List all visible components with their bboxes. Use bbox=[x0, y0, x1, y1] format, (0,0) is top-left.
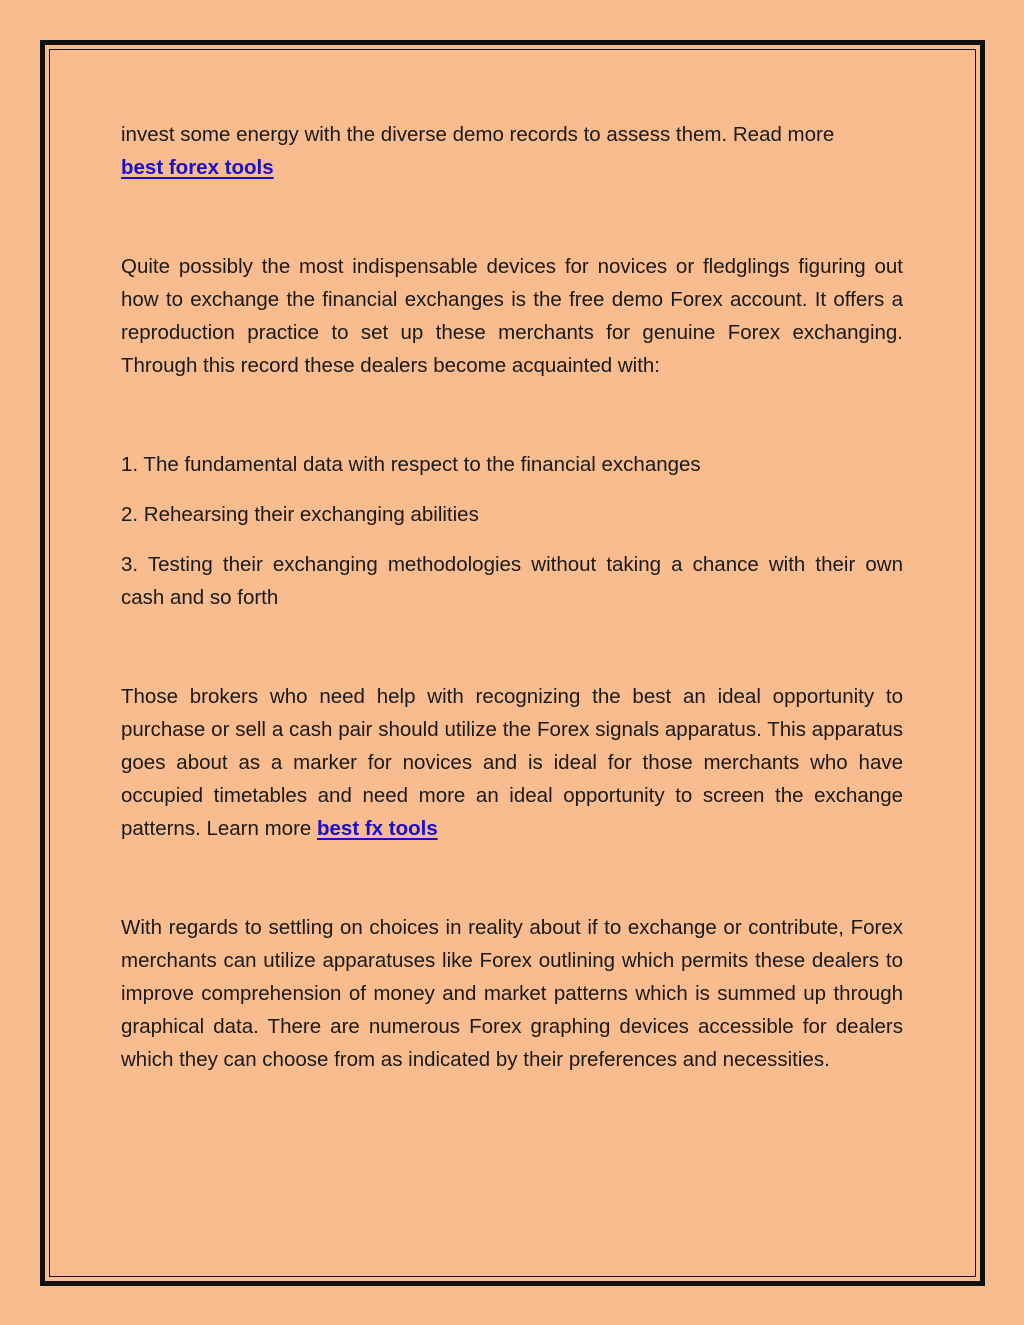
paragraph-demo-account: Quite possibly the most indispensable devices for novices or fledglings figuring out how to exchange the financial exchanges is the free demo Forex account. It offers a reproduction practice to set up these merchants for genuine Forex exchanging. Through this record these dealers become acquainted with: bbox=[121, 255, 903, 377]
list-item: 2. Rehearsing their exchanging abilities bbox=[121, 503, 479, 526]
document-body bbox=[121, 118, 903, 1076]
best-fx-tools-link[interactable]: best fx tools bbox=[317, 817, 438, 840]
paragraph-intro-text: invest some energy with the diverse demo records to assess them. Read more bbox=[121, 123, 835, 146]
paragraph-signals-text: Those brokers who need help with recognizing the best an ideal opportunity to purchase or sell a cash pair should utilize the Forex signals apparatus. This apparatus goes about as a marker for novices and is ideal for those merchants who have occupied timetables and need more an ideal opportunity to screen the exchange patterns. Learn more bbox=[121, 685, 903, 840]
paragraph-charting: With regards to settling on choices in reality about if to exchange or contribute, Forex merchants can utilize apparatuses like Forex outlining which permits these dealers to improve comprehension of money and market patterns which is summed up through graphical data. There are numerous Forex graphing devices accessible for dealers which they can choose from as indicated by their preferences and necessities. bbox=[121, 916, 903, 1071]
paragraph-intro bbox=[121, 118, 903, 184]
benefits-list bbox=[121, 448, 903, 614]
list-item: 1. The fundamental data with respect to the financial exchanges bbox=[121, 453, 701, 476]
best-forex-tools-link[interactable]: best forex tools bbox=[121, 156, 274, 179]
list-item: 3. Testing their exchanging methodologies without taking a chance with their own cash and so forth bbox=[121, 553, 903, 609]
paragraph-signals bbox=[121, 680, 903, 845]
